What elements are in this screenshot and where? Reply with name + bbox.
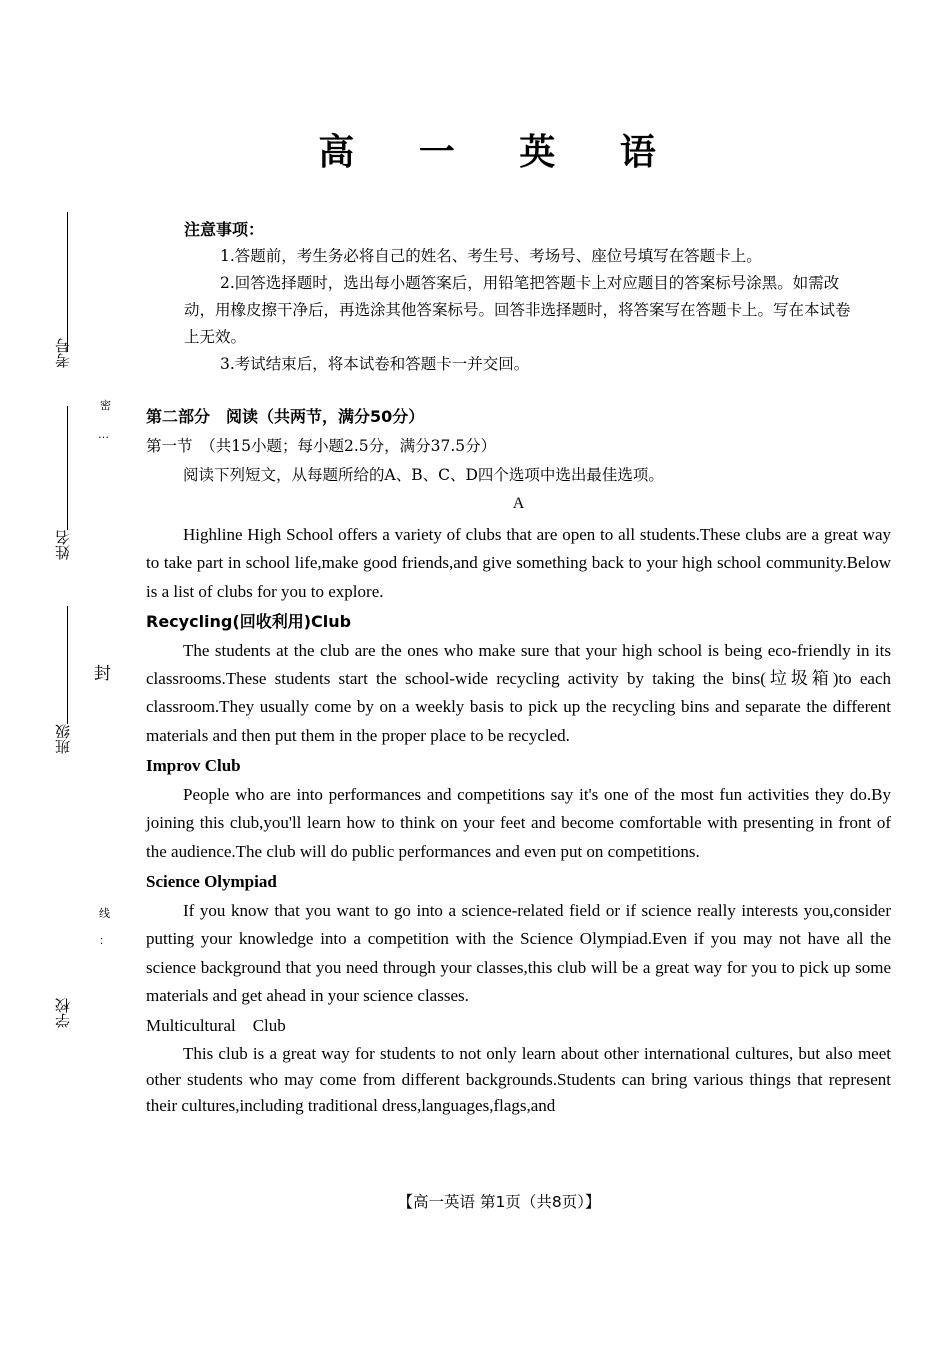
margin-line — [67, 406, 68, 530]
club-description: If you know that you want to go into a science-related field or if science really interests you,consider putting your knowledge into a competition with the Science Olympiad.Even if you may not have all the science background that you need through your classes,this club will be a great way for you to pick up some materials and get ahead in your science classes. — [146, 900, 891, 1005]
notes-item: 3.考试结束后，将本试卷和答题卡一并交回。 — [220, 355, 530, 373]
club-description: People who are into performances and competitions say it's one of the most fun activities they do.By joining this club,you'll learn how to think on your feet and become comfortable with presenting in front of the audience.The club will do public performances and even put on competitions. — [146, 785, 891, 861]
exam-notes — [184, 216, 864, 378]
name-label: 姓名 — [54, 530, 72, 560]
section-title: 第一节 （共15小题；每小题2.5分，满分37.5分） — [146, 437, 497, 455]
club-heading: Science Olympiad — [146, 871, 277, 891]
club-heading: Recycling(回收利用)Club — [146, 611, 352, 631]
seal-char: ： — [99, 934, 110, 947]
club-heading: Multicultural Club — [146, 1016, 286, 1036]
passage-intro: Highline High School offers a variety of clubs that are open to all students.These clubs are a great way to take part in school life,make good friends,and give something back to your high school community.Below is a list of clubs for you to explore. — [146, 525, 891, 601]
club-heading: Improv Club — [146, 756, 241, 776]
exam-number-label: 考号 — [54, 338, 72, 368]
margin-line — [67, 606, 68, 724]
page-title: 高 一 英 语 — [318, 132, 682, 173]
class-label: 班级 — [54, 724, 72, 754]
passage-label: A — [512, 495, 525, 512]
club-description: The students at the club are the ones who make sure that your high school is being eco-friendly in its classrooms.These students start the school-wide recycling activity by taking the bins(垃圾箱)to each classroom.They usually come by on a weekly basis to pick up the recycling bins and separate the different materials and then put them in the proper place to be recycled. — [146, 640, 891, 745]
seal-char: 线 — [99, 907, 110, 920]
seal-char: … — [98, 428, 109, 441]
notes-item: 1.答题前，考生务必将自己的姓名、考生号、考场号、座位号填写在答题卡上。 — [220, 247, 762, 265]
school-label: 学校 — [54, 998, 72, 1028]
notes-heading: 注意事项： — [184, 220, 265, 239]
reading-section — [146, 402, 891, 1119]
section-instruction: 阅读下列短文，从每题所给的A、B、C、D四个选项中选出最佳选项。 — [183, 466, 664, 484]
page-footer: 【高一英语 第1页（共8页）】 — [397, 1193, 601, 1211]
margin-line — [67, 212, 68, 352]
notes-item: 2.回答选择题时，选出每小题答案后，用铅笔把答题卡上对应题目的答案标号涂黑。如需改动，用橡皮擦干净后，再选涂其他答案标号。回答非选择题时，将答案写在答题卡上。写在本试卷上无效。 — [184, 274, 851, 346]
part-title: 第二部分 阅读（共两节，满分50分） — [146, 407, 425, 426]
seal-char: 密 — [100, 399, 111, 412]
seal-char: 封 — [94, 664, 111, 684]
club-description: This club is a great way for students to not only learn about other international cultures, but also meet other students who may come from different backgrounds.Students can bring various things that represent their cultures,including traditional dress,languages,flags,and — [146, 1044, 891, 1116]
